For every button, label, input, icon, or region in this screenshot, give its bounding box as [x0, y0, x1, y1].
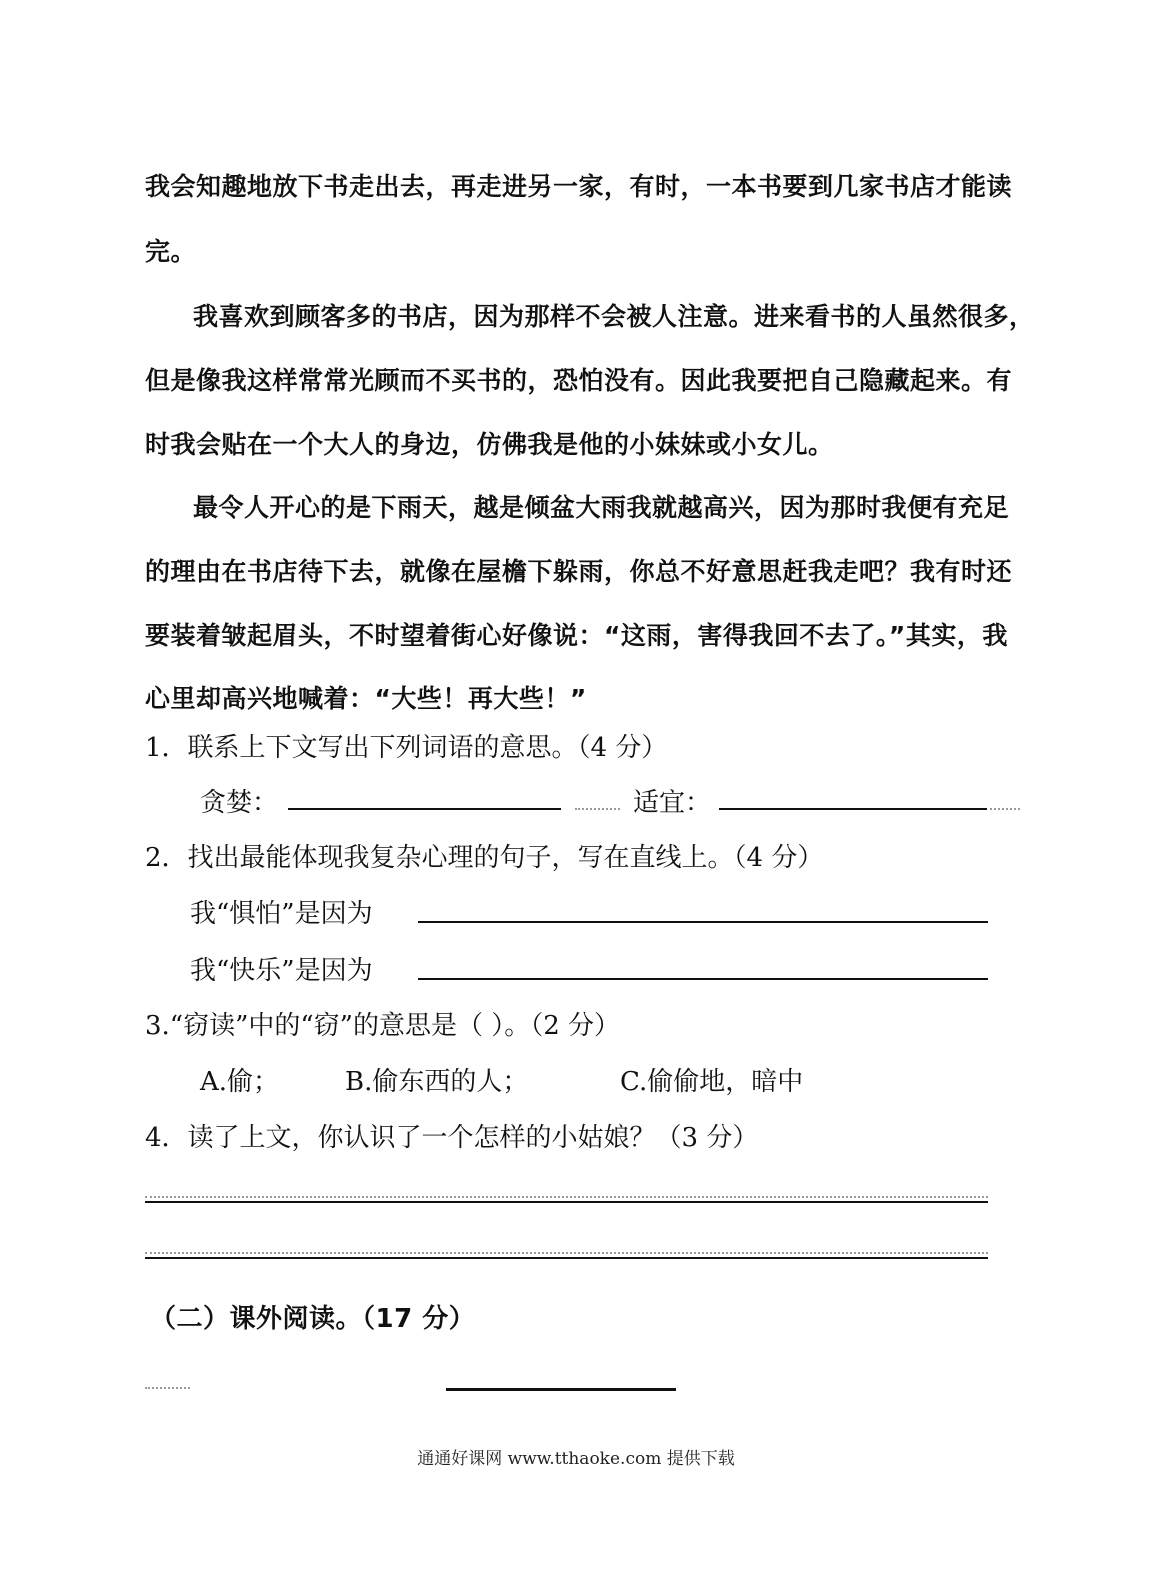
passage-line-2: 完。 — [145, 237, 197, 266]
q4-dotted-guide-2 — [145, 1252, 988, 1254]
question-1: 1．联系上下文写出下列词语的意思。（4 分） — [145, 733, 668, 763]
passage-line-8: 要装着皱起眉头，不时望着街心好像说：“这雨，害得我回不去了。”其实，我 — [145, 621, 1008, 650]
q3-option-a: A.偷； — [200, 1067, 280, 1097]
q1-term-2-label: 适宜： — [633, 788, 712, 818]
passage-line-9: 心里却高兴地喊着：“大些！再大些！” — [145, 684, 587, 713]
q1-term-1-label: 贪婪： — [200, 788, 279, 818]
q2-line-2-answer-line[interactable] — [418, 978, 988, 980]
separator-rule — [446, 1388, 676, 1391]
passage-line-5: 时我会贴在一个大人的身边，仿佛我是他的小妹妹或小女儿。 — [145, 430, 834, 459]
dotted-spacer — [145, 1387, 190, 1389]
question-3: 3.“窃读”中的“窃”的意思是（ ）。（2 分） — [145, 1011, 621, 1041]
q2-line-1-label: 我“惧怕”是因为 — [190, 899, 373, 929]
section-title: （二）课外阅读。（17 分） — [150, 1304, 476, 1334]
question-2: 2．找出最能体现我复杂心理的句子，写在直线上。（4 分） — [145, 843, 824, 873]
q1-term-1-answer-line[interactable] — [288, 808, 561, 810]
question-4: 4．读了上文，你认识了一个怎样的小姑娘？（3 分） — [145, 1123, 759, 1153]
passage-line-7: 的理由在书店待下去，就像在屋檐下躲雨，你总不好意思赶我走吧？我有时还 — [145, 557, 1013, 586]
dotted-spacer — [575, 808, 620, 810]
q1-term-2-answer-line[interactable] — [719, 808, 987, 810]
passage-line-3: 我喜欢到顾客多的书店，因为那样不会被人注意。进来看书的人虽然很多， — [193, 302, 1035, 331]
q3-option-c: C.偷偷地，暗中 — [620, 1067, 804, 1097]
q4-answer-line-1[interactable] — [145, 1201, 988, 1203]
passage-line-6: 最令人开心的是下雨天，越是倾盆大雨我就越高兴，因为那时我便有充足 — [193, 493, 1010, 522]
q2-line-2-label: 我“快乐”是因为 — [190, 956, 373, 986]
dotted-spacer — [990, 808, 1020, 810]
passage-line-4: 但是像我这样常常光顾而不买书的，恐怕没有。因此我要把自己隐藏起来。有 — [145, 366, 1013, 395]
q2-line-1-answer-line[interactable] — [418, 921, 988, 923]
q4-answer-line-2[interactable] — [145, 1257, 988, 1259]
footer-source: 通通好课网 www.tthaoke.com 提供下载 — [417, 1449, 735, 1469]
passage-line-1: 我会知趣地放下书走出去，再走进另一家，有时，一本书要到几家书店才能读 — [145, 172, 1013, 201]
q3-option-b: B.偷东西的人； — [345, 1067, 529, 1097]
q4-dotted-guide-1 — [145, 1196, 988, 1198]
